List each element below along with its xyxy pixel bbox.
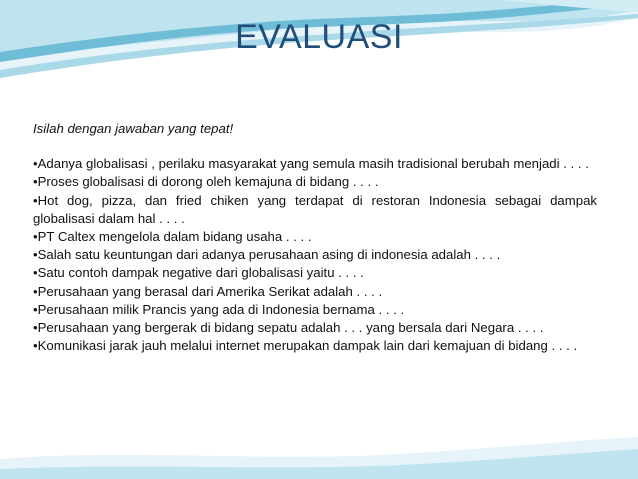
slide-title: EVALUASI xyxy=(235,18,403,56)
question-item: •Adanya globalisasi , perilaku masyarakat yang semula masih tradisional berubah menjadi . . . . xyxy=(33,156,589,172)
question-item: •Perusahaan milik Prancis yang ada di Indonesia bernama . . . . xyxy=(33,301,405,317)
question-item: •Perusahaan yang berasal dari Amerika Serikat adalah . . . . xyxy=(33,283,383,299)
instruction-text: Isilah dengan jawaban yang tepat! xyxy=(33,121,234,136)
bottom-wave-decoration xyxy=(0,419,638,479)
question-item: •Perusahaan yang bergerak di bidang sepatu adalah . . . yang bersala dari Negara . . . . xyxy=(33,320,544,336)
question-item: •Satu contoh dampak negative dari globalisasi yaitu . . . . xyxy=(33,265,364,281)
question-item: •Komunikasi jarak jauh melalui internet merupakan dampak lain dari kemajuan di bidang . . . . xyxy=(33,338,578,354)
slide-content xyxy=(33,120,597,355)
question-item: •Salah satu keuntungan dari adanya perusahaan asing di indonesia adalah . . . . xyxy=(33,247,501,263)
question-item: •Hot dog, pizza, dan fried chiken yang terdapat di restoran Indonesia sebagai dampak globalisasi dalam hal . . . . xyxy=(33,192,597,226)
question-item: •PT Caltex mengelola dalam bidang usaha . . . . xyxy=(33,229,312,245)
question-item: •Proses globalisasi di dorong oleh kemajuna di bidang . . . . xyxy=(33,174,379,190)
